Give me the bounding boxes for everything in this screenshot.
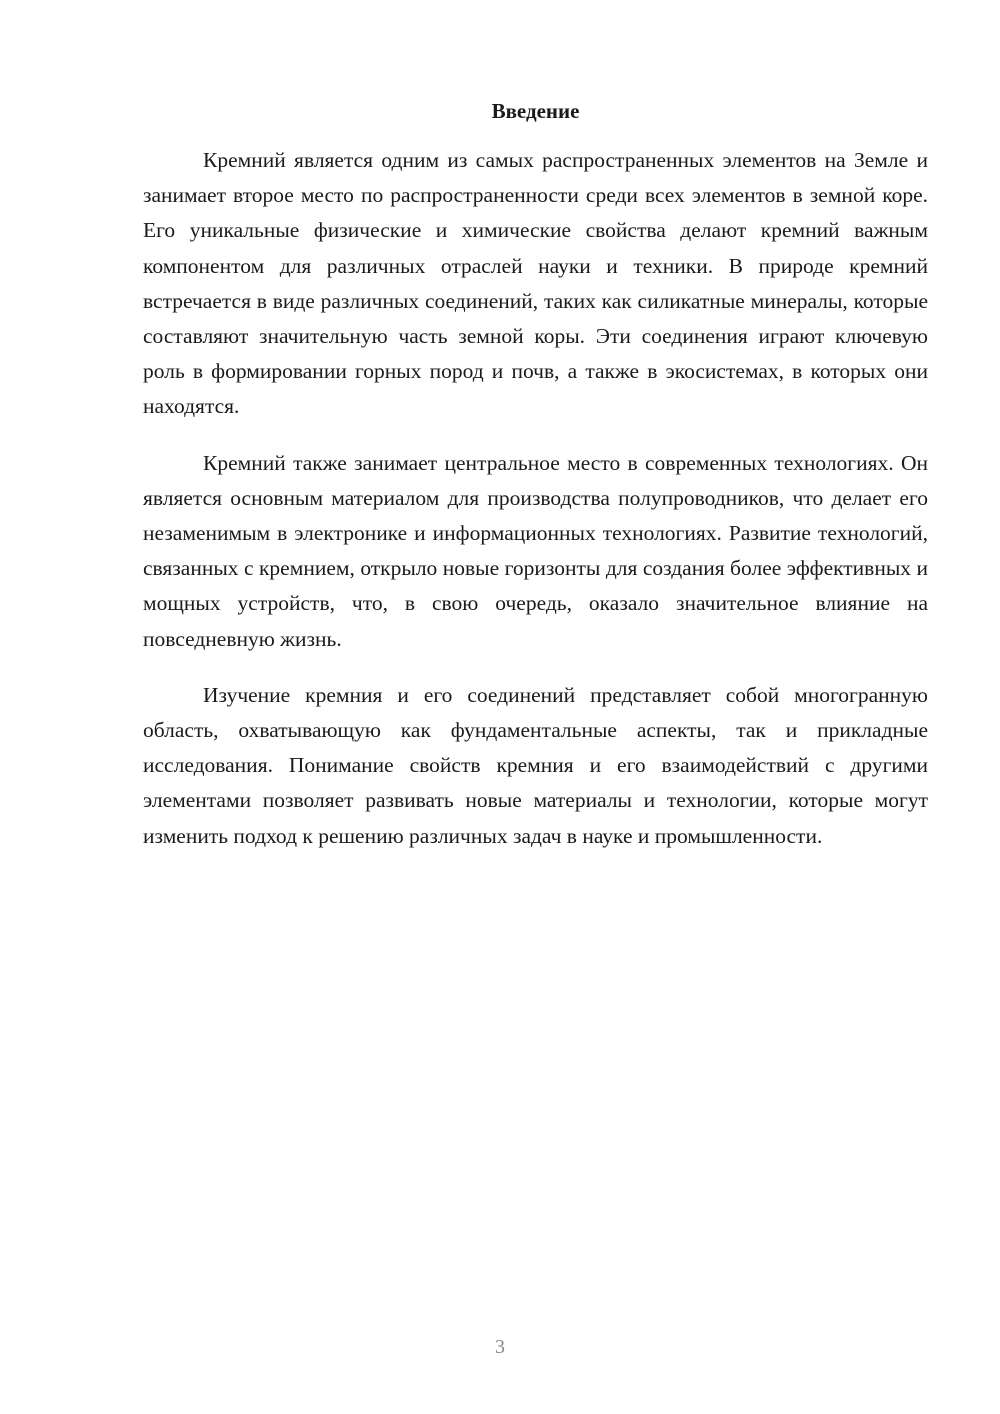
paragraph-1: Кремний является одним из самых распространенных элементов на Земле и занимает второе место по распространенности среди всех элементов в земной коре. Его уникальные физические и химические свойства делают кремний важным компонентом для различных отраслей науки и техники. В природе кремний встречается в виде различных соединений, таких как силикатные минералы, которые составляют значительную часть земной коры. Эти соединения играют ключевую роль в формировании горных пород и почв, а также в экосистемах, в которых они находятся. xyxy=(143,148,928,419)
paragraph-2: Кремний также занимает центральное место в современных технологиях. Он является основным материалом для производства полупроводников, что делает его незаменимым в электронике и информационных технологиях. Развитие технологий, связанных с кремнием, открыло новые горизонты для создания более эффективных и мощных устройств, что, в свою очередь, оказало значительное влияние на повседневную жизнь. xyxy=(143,450,928,651)
page-title: Введение xyxy=(491,99,580,123)
paragraph-3: Изучение кремния и его соединений представляет собой многогранную область, охватывающую как фундаментальные аспекты, так и прикладные исследования. Понимание свойств кремния и его взаимодействий с другими элементами позволяет развивать новые материалы и технологии, которые могут изменить подход к решению различных задач в науке и промышленности. xyxy=(143,682,928,848)
document-body xyxy=(143,143,928,875)
page-number: 3 xyxy=(495,1336,505,1358)
